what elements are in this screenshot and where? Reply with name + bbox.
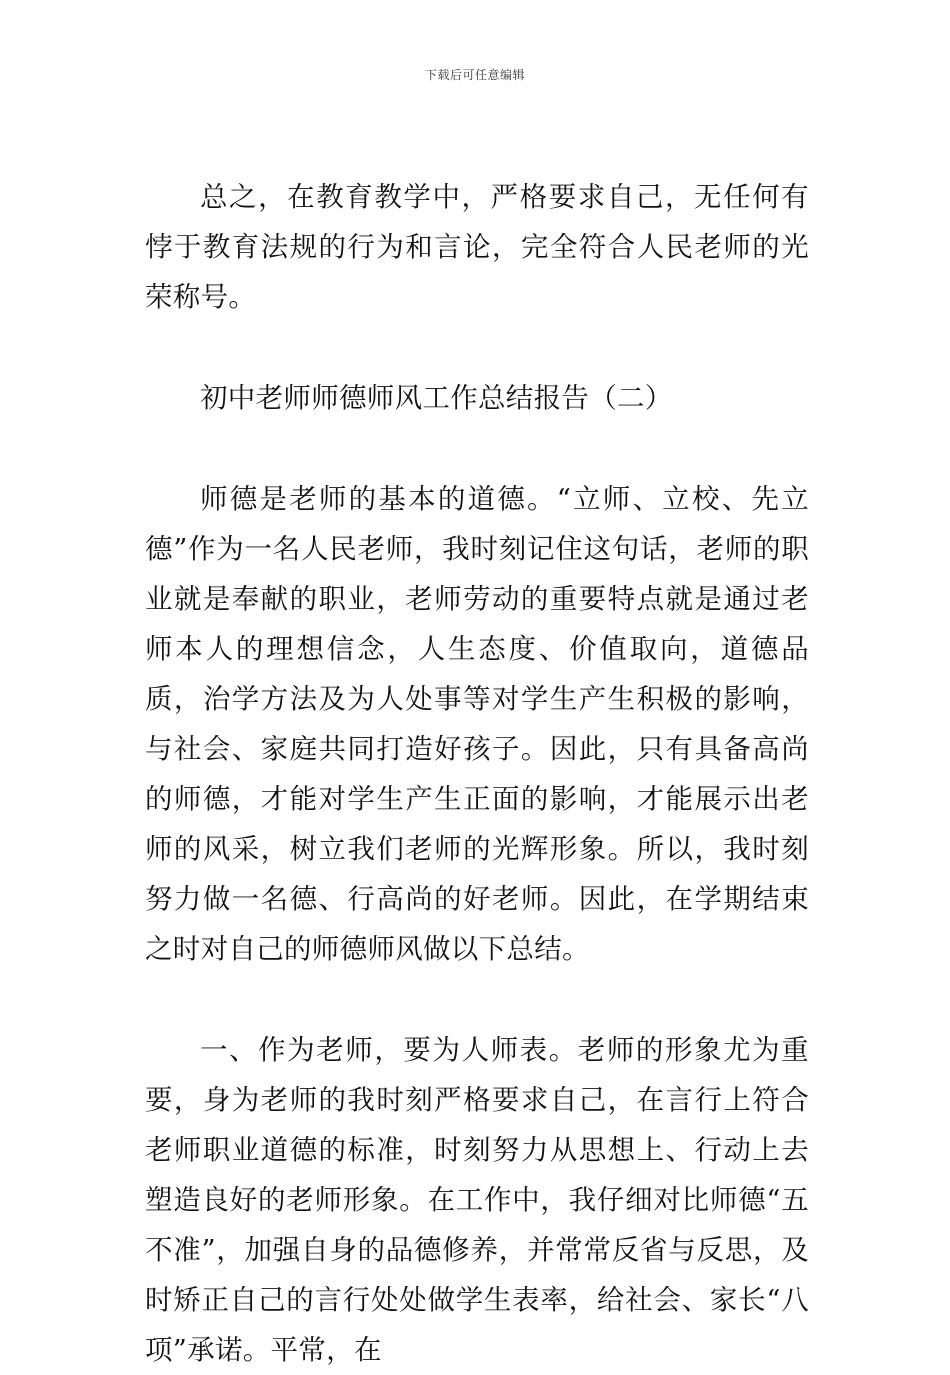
paragraph-point-one: 一、作为老师，要为人师表。老师的形象尤为重要，身为老师的我时刻严格要求自己，在言行上符合老师职业道德的标准，时刻努力从思想上、行动上去塑造良好的老师形象。在工作中，我仔细对比师德“五不准”，加强自身的品德修养，并常常反省与反思，及时矫正自己的言行处处做学生表率，给社会、家长“八项”承诺。平常，在	[145, 1034, 809, 1366]
document-body	[145, 172, 809, 1375]
paragraph-conclusion: 总之，在教育教学中，严格要求自己，无任何有悖于教育法规的行为和言论，完全符合人民老师的光荣称号。	[145, 181, 809, 313]
section-title: 初中老师师德师风工作总结报告（二）	[200, 382, 673, 414]
paragraph-intro: 师德是老师的基本的道德。“立师、立校、先立德”作为一名人民老师，我时刻记住这句话，老师的职业就是奉献的职业，老师劳动的重要特点就是通过老师本人的理想信念，人生态度、价值取向，道德品质，治学方法及为人处事等对学生产生积极的影响，与社会、家庭共同打造好孩子。因此，只有具备高尚的师德，才能对学生产生正面的影响，才能展示出老师的风采，树立我们老师的光辉形象。所以，我时刻努力做一名德、行高尚的好老师。因此，在学期结束之时对自己的师德师风做以下总结。	[145, 483, 809, 965]
page-header-note: 下载后可任意编辑	[424, 68, 525, 82]
